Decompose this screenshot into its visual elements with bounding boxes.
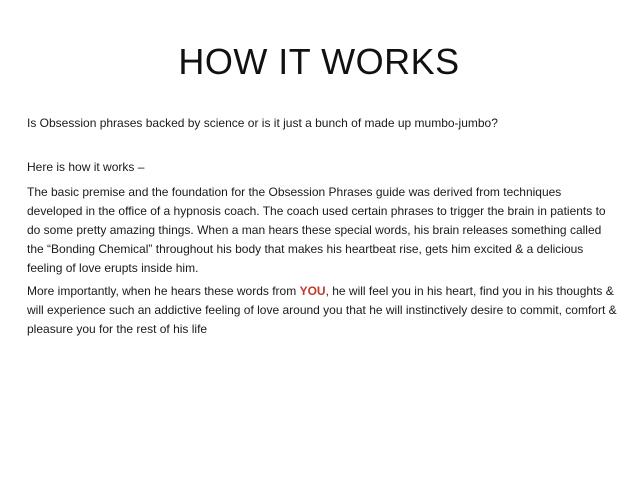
intro-paragraph: Is Obsession phrases backed by science or is it just a bunch of made up mumbo-jumbo? [27,116,498,130]
how-it-works-paragraph: Here is how it works – [27,160,145,174]
body-text [27,114,617,339]
more-importantly-paragraph [27,282,617,339]
more-text-after: , he will feel you in his heart, find you in his thoughts & will experience such an addictive feeling of love around you that he will instinctively desire to commit, comfort & pleasure you for the rest of his life [27,284,617,336]
page-title: HOW IT WORKS [178,41,460,82]
more-text-before: More importantly, when he hears these words from [27,284,300,298]
highlight-you: YOU [299,284,326,298]
basic-premise-paragraph: The basic premise and the foundation for the Obsession Phrases guide was derived from techniques developed in the office of a hypnosis coach. The coach used certain phrases to trigger the brain in patients to do some pretty amazing things. When a man hears these special words, his brain releases something called the “Bonding Chemical” throughout his body that makes his heartbeat rise, gets him excited & a delicious feeling of love erupts inside him. [27,185,606,275]
